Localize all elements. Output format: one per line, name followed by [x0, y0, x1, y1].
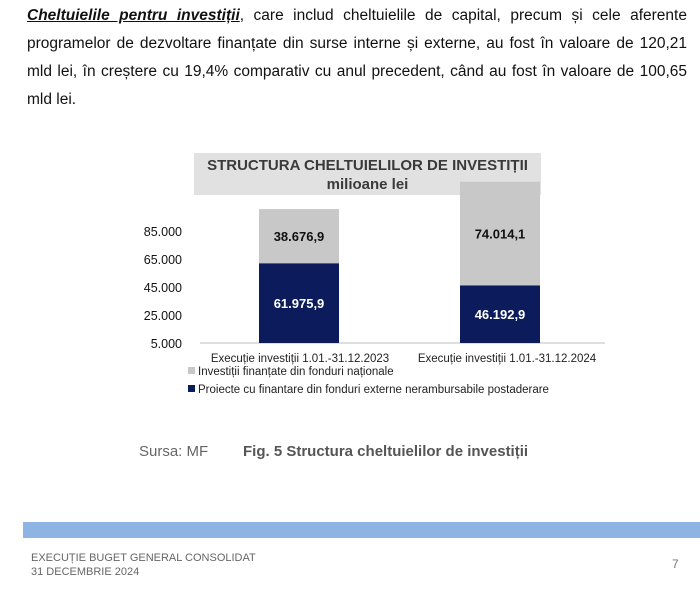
legend-swatch-external [188, 385, 195, 392]
data-label: 38.676,9 [273, 229, 325, 245]
footer-line-1: EXECUȚIE BUGET GENERAL CONSOLIDAT [31, 552, 256, 564]
x-category-label: Execuție investiții 1.01.-31.12.2023 [210, 353, 390, 365]
data-label: 46.192,9 [474, 307, 526, 323]
legend-swatch-national [188, 367, 195, 374]
x-category-label: Execuție investiții 1.01.-31.12.2024 [417, 353, 597, 365]
y-tick-label: 5.000 [150, 337, 182, 351]
figure-caption [139, 443, 529, 460]
page-number: 7 [672, 557, 679, 571]
footer-divider-bar [23, 522, 700, 538]
data-label: 61.975,9 [273, 296, 325, 312]
footer [31, 551, 256, 579]
y-tick-label: 25.000 [143, 309, 182, 323]
legend-item-national [188, 366, 394, 378]
y-tick-label: 85.000 [143, 225, 182, 239]
footer-line-2: 31 DECEMBRIE 2024 [31, 566, 140, 578]
chart-title: STRUCTURA CHELTUIELILOR DE INVESTIȚII [207, 157, 528, 174]
legend-label-external: Proiecte cu finantare din fonduri externe nerambursabile postaderare [198, 384, 549, 396]
paragraph-text: , care includ cheltuielile de capital, precum și cele aferente programelor de dezvoltare finanțate din surse interne și externe, au fost în valoare de 120,21 mld lei, în creștere cu 19,4% comparativ cu anul precedent, când au fost în valoare de 100,65 mld lei. [27, 7, 687, 108]
data-label: 74.014,1 [474, 226, 526, 242]
paragraph-lead: Cheltuielile pentru investiții [27, 7, 240, 24]
legend-item-external [188, 384, 549, 396]
caption-figure: Fig. 5 Structura cheltuielilor de investiții [243, 443, 529, 460]
caption-source: Sursa: MF [139, 443, 209, 460]
chart-subtitle: milioane lei [326, 176, 409, 193]
y-tick-label: 65.000 [143, 253, 182, 267]
y-tick-label: 45.000 [143, 281, 182, 295]
legend-label-national: Investiții finanțate din fonduri naționale [198, 366, 394, 378]
